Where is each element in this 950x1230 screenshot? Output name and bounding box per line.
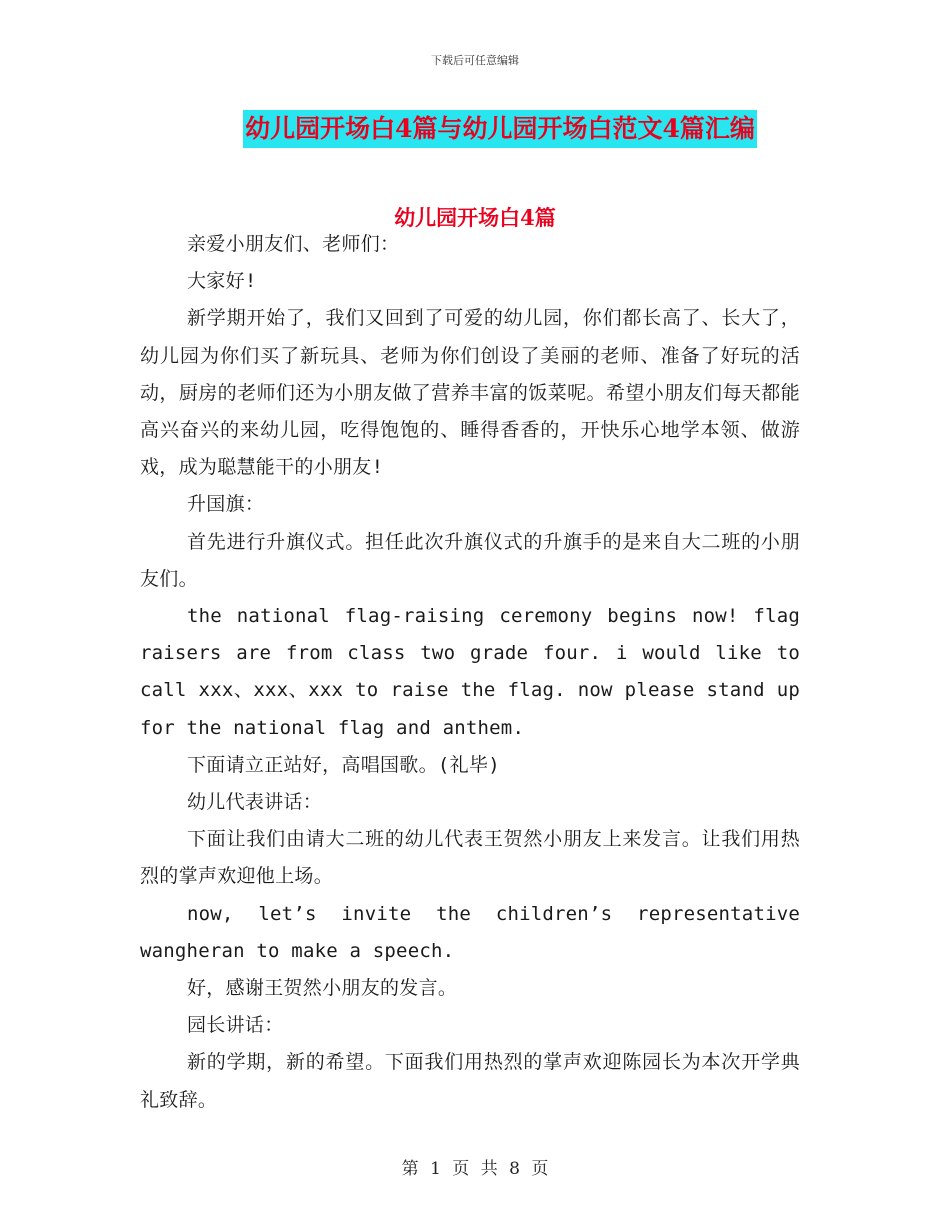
header-note: 下载后可任意编辑 — [431, 54, 519, 67]
paragraph-flag-english: the national flag-raising ceremony begins now! flag raisers are from class two grade four. i would like to call xxx、xxx、xxx to raise the flag. now please stand up for the national flag and anthem. — [140, 605, 800, 739]
document-body — [140, 226, 800, 1119]
paragraph-greeting: 亲爱小朋友们、老师们： — [187, 233, 400, 255]
document-title: 幼儿园开场白4篇与幼儿园开场白范文4篇汇编 — [243, 110, 757, 148]
paragraph-flag-heading: 升国旗： — [187, 493, 265, 516]
paragraph-thanks: 好，感谢王贺然小朋友的发言。 — [187, 977, 458, 1000]
paragraph-child-speech-heading: 幼儿代表讲话： — [187, 791, 323, 814]
paragraph-hello: 大家好! — [187, 270, 257, 293]
page-footer: 第 1 页 共 8 页 — [401, 1159, 549, 1179]
paragraph-child-speech-intro: 下面让我们由请大二班的幼儿代表王贺然小朋友上来发言。让我们用热烈的掌声欢迎他上场。 — [140, 828, 800, 888]
paragraph-flag-ceremony: 首先进行升旗仪式。担任此次升旗仪式的升旗手的是来自大二班的小朋友们。 — [140, 530, 800, 590]
paragraph-child-speech-english: now, let’s invite the children’s representative wangheran to make a speech. — [140, 902, 800, 962]
paragraph-principal-heading: 园长讲话： — [187, 1014, 284, 1037]
section-title: 幼儿园开场白4篇 — [394, 205, 556, 230]
paragraph-principal-intro: 新的学期，新的希望。下面我们用热烈的掌声欢迎陈园长为本次开学典礼致辞。 — [140, 1051, 800, 1111]
document-title-container — [0, 110, 950, 148]
paragraph-new-semester: 新学期开始了，我们又回到了可爱的幼儿园，你们都长高了、长大了，幼儿园为你们买了新玩具、老师为你们创设了美丽的老师、准备了好玩的活动，厨房的老师们还为小朋友做了营养丰富的饭菜呢。希望小朋友们每天都能高兴奋兴的来幼儿园，吃得饱饱的、睡得香香的，开快乐心地学本领、做游戏，成为聪慧能干的小朋友! — [140, 307, 800, 479]
paragraph-anthem: 下面请立正站好，高唱国歌。(礼毕) — [187, 753, 500, 776]
